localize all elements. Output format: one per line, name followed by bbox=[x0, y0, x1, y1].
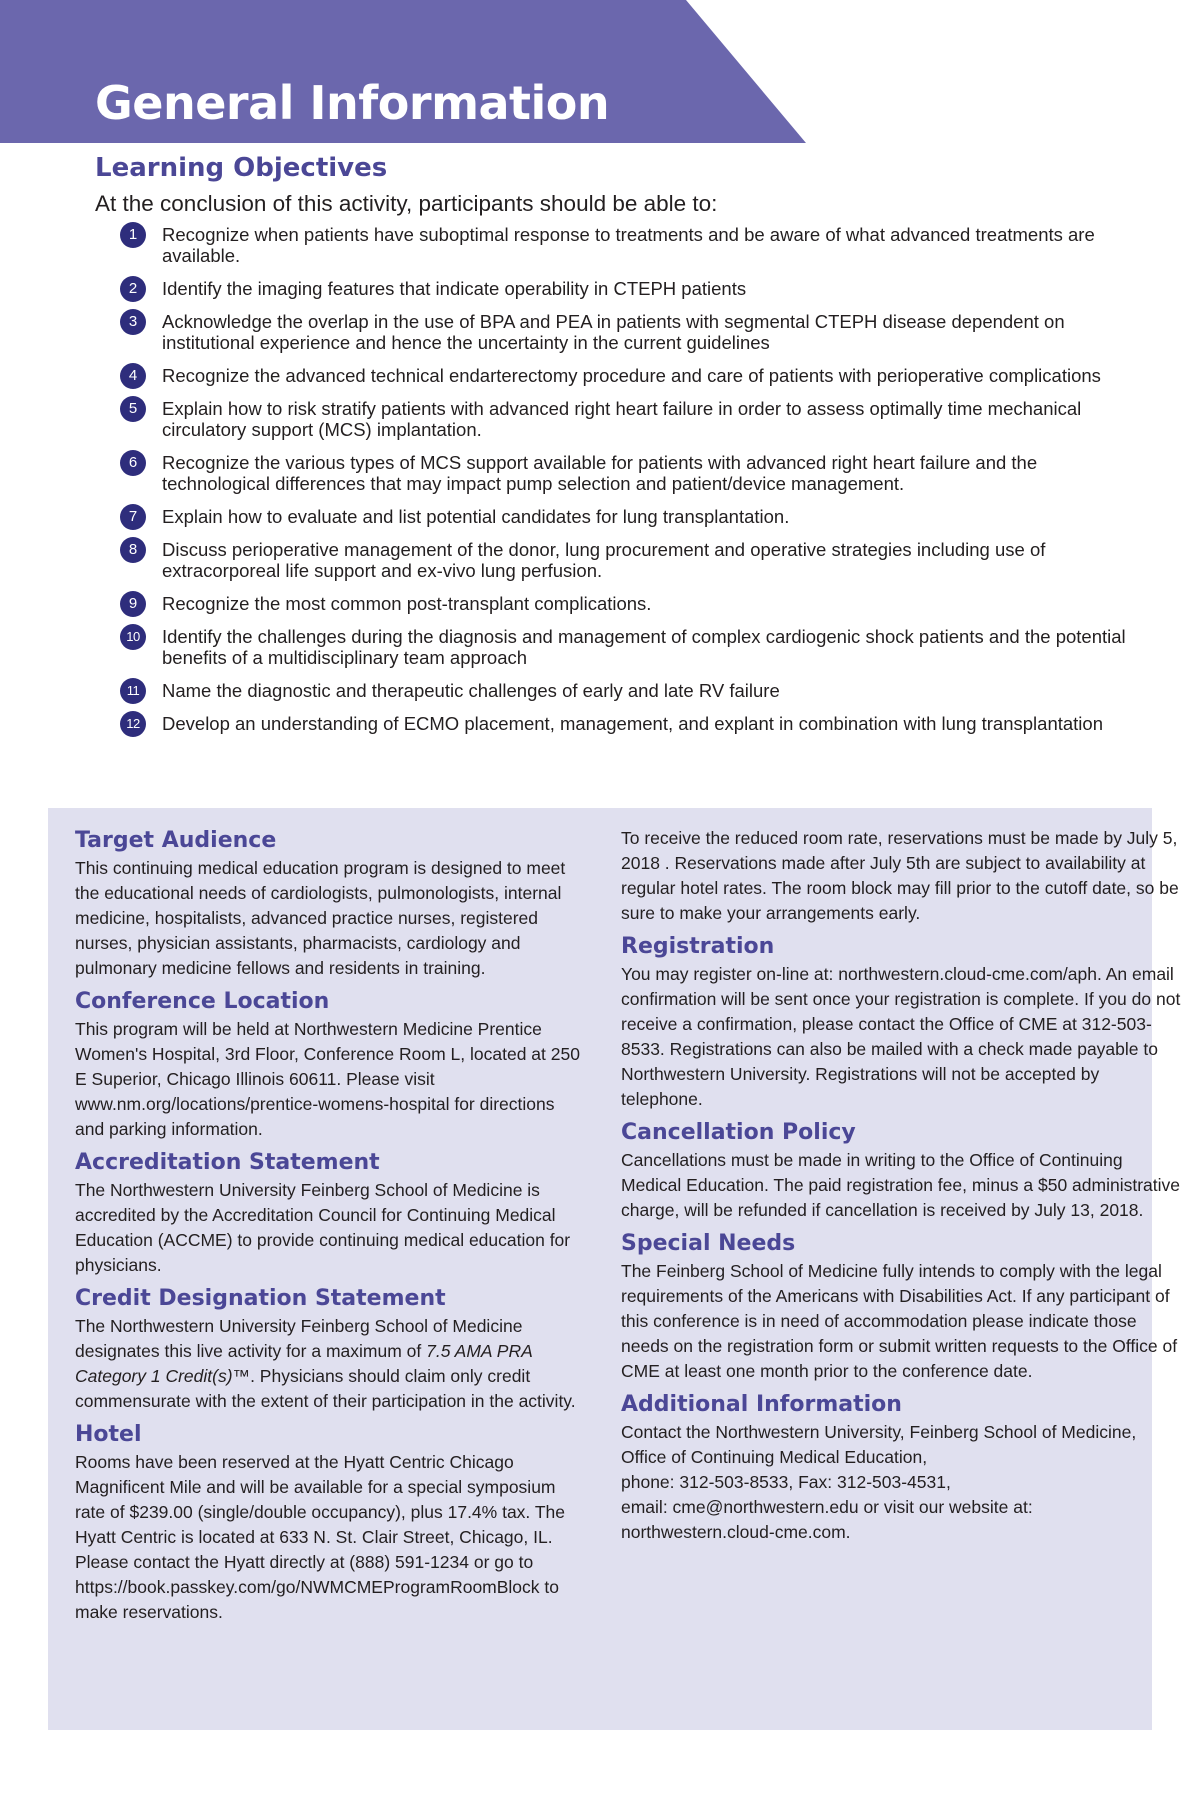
objective-item bbox=[120, 626, 1140, 668]
objective-number-badge: 8 bbox=[120, 537, 146, 563]
objective-item bbox=[120, 506, 1140, 527]
objective-text: Explain how to risk stratify patients with advanced right heart failure in order to assess optimally time mechanical circulatory support (MCS) implantation. bbox=[162, 398, 1082, 440]
credit-text-start: The Northwestern University Feinberg School of Medicine designates this live activity for a maximum of bbox=[75, 1316, 523, 1361]
special-needs-heading: Special Needs bbox=[621, 1231, 796, 1256]
objective-item bbox=[120, 539, 1140, 581]
objective-number-badge: 4 bbox=[120, 363, 146, 389]
objective-text: Name the diagnostic and therapeutic challenges of early and late RV failure bbox=[162, 680, 780, 701]
special-needs-text: The Feinberg School of Medicine fully intends to comply with the legal requirements of the Americans with Disabilities Act. If any participant of this conference is in need of accommodation please indicate those needs on the registration form or submit written requests to the Office of CME at least one month prior to the conference date. bbox=[621, 1261, 1178, 1381]
objectives-list bbox=[120, 224, 1140, 746]
hotel-heading: Hotel bbox=[75, 1422, 142, 1447]
objective-number-badge: 12 bbox=[120, 711, 146, 737]
objective-number-badge: 7 bbox=[120, 504, 146, 530]
objective-number-badge: 2 bbox=[120, 276, 146, 302]
contact-email-line: email: cme@northwestern.edu or visit our website at: bbox=[621, 1497, 1033, 1517]
conference-location-heading: Conference Location bbox=[75, 989, 330, 1014]
registration-text: You may register on-line at: northwestern.cloud-cme.com/aph. An email confirmation will be sent once your registration is complete. If you do not receive a confirmation, please contact the Office of CME at 312-503-8533. Registrations can also be mailed with a check made payable to Northwestern University. Registrations will not be accepted by telephone. bbox=[621, 964, 1181, 1109]
objective-item bbox=[120, 452, 1140, 494]
objective-item bbox=[120, 311, 1140, 353]
page-title: General Information bbox=[95, 76, 610, 130]
cancellation-text: Cancellations must be made in writing to the Office of Continuing Medical Education. The paid registration fee, minus a $50 administrative charge, will be refunded if cancellation is received by July 13, 2018. bbox=[621, 1150, 1181, 1220]
hotel-text: Rooms have been reserved at the Hyatt Centric Chicago Magnificent Mile and will be available for a special symposium rate of $239.00 (single/double occupancy), plus 17.4% tax. The Hyatt Centric is located at 633 N. St. Clair Street, Chicago, IL. Please contact the Hyatt directly at (888) 591-1234 or go to https://book.passkey.com/go/NWMCMEProgramRoomBlock to make reservations. bbox=[75, 1452, 565, 1622]
credit-text-end: . Physicians should claim only credit commensurate with the extent of their participation in the activity. bbox=[75, 1366, 576, 1411]
objective-item bbox=[120, 713, 1140, 734]
accreditation-text: The Northwestern University Feinberg School of Medicine is accredited by the Accreditation Council for Continuing Medical Education (ACCME) to provide continuing medical education for physicians. bbox=[75, 1180, 571, 1275]
conference-location-text: This program will be held at Northwestern Medicine Prentice Women's Hospital, 3rd Floor, Conference Room L, located at 250 E Superior, Chicago Illinois 60611. Please visit www.nm.org/locations/prentice-womens-hospital for directions and parking information. bbox=[75, 1019, 580, 1139]
objective-text: Acknowledge the overlap in the use of BPA and PEA in patients with segmental CTEPH disease dependent on institutional experience and hence the uncertainty in the current guidelines bbox=[162, 311, 1065, 353]
objective-text: Identify the imaging features that indicate operability in CTEPH patients bbox=[162, 278, 747, 299]
objective-number-badge: 11 bbox=[120, 678, 146, 704]
info-left-column bbox=[75, 826, 585, 1631]
objective-item bbox=[120, 680, 1140, 701]
website-link: northwestern.cloud-cme.com. bbox=[621, 1522, 851, 1542]
accreditation-heading: Accreditation Statement bbox=[75, 1150, 380, 1175]
learning-objectives-intro: At the conclusion of this activity, participants should be able to: bbox=[95, 191, 718, 216]
objective-item bbox=[120, 398, 1140, 440]
objective-item bbox=[120, 278, 1140, 299]
credit-designation-text bbox=[75, 1314, 585, 1414]
cancellation-heading: Cancellation Policy bbox=[621, 1120, 856, 1145]
contact-phone-fax: phone: 312-503-8533, Fax: 312-503-4531, bbox=[621, 1472, 951, 1492]
objective-text: Identify the challenges during the diagnosis and management of complex cardiogenic shock patients and the potential benefits of a multidisciplinary team approach bbox=[162, 626, 1126, 668]
hotel-text-continued: To receive the reduced room rate, reservations must be made by July 5, 2018 . Reservations made after July 5th are subject to availability at regular hotel rates. The room block may fill prior to the cutoff date, so be sure to make your arrangements early. bbox=[621, 828, 1179, 923]
objective-text: Recognize when patients have suboptimal response to treatments and be aware of what advanced treatments are available. bbox=[162, 224, 1095, 266]
objective-item bbox=[120, 593, 1140, 614]
learning-objectives-heading: Learning Objectives bbox=[95, 153, 388, 183]
target-audience-heading: Target Audience bbox=[75, 828, 277, 853]
objective-item bbox=[120, 365, 1140, 386]
objective-item bbox=[120, 224, 1140, 266]
additional-info-heading: Additional Information bbox=[621, 1392, 902, 1417]
objective-number-badge: 9 bbox=[120, 591, 146, 617]
credit-designation-heading: Credit Designation Statement bbox=[75, 1286, 446, 1311]
objective-text: Recognize the advanced technical endarterectomy procedure and care of patients with perioperative complications bbox=[162, 365, 1101, 386]
objective-number-badge: 6 bbox=[120, 450, 146, 476]
objective-text: Explain how to evaluate and list potential candidates for lung transplantation. bbox=[162, 506, 790, 527]
registration-heading: Registration bbox=[621, 934, 775, 959]
info-right-column bbox=[621, 826, 1181, 1551]
target-audience-text: This continuing medical education program is designed to meet the educational needs of cardiologists, pulmonologists, internal medicine, hospitalists, advanced practice nurses, registered nurses, physician assistants, pharmacists, cardiology and pulmonary medicine fellows and residents in training. bbox=[75, 858, 566, 978]
info-panel bbox=[48, 808, 1181, 1730]
additional-info-line: Contact the Northwestern University, Feinberg School of Medicine, Office of Continuing Medical Education, bbox=[621, 1422, 1137, 1467]
objective-text: Recognize the various types of MCS support available for patients with advanced right heart failure and the technological differences that may impact pump selection and patient/device management. bbox=[162, 452, 1038, 494]
credit-amount: 7.5 AMA PRA Category 1 Credit(s)™ bbox=[75, 1341, 533, 1386]
objective-number-badge: 3 bbox=[120, 309, 146, 335]
objective-number-badge: 5 bbox=[120, 396, 146, 422]
objective-text: Recognize the most common post-transplant complications. bbox=[162, 593, 652, 614]
objective-number-badge: 10 bbox=[120, 624, 146, 650]
objective-text: Develop an understanding of ECMO placement, management, and explant in combination with lung transplantation bbox=[162, 713, 1103, 734]
objective-text: Discuss perioperative management of the donor, lung procurement and operative strategies including use of extracorporeal life support and ex-vivo lung perfusion. bbox=[162, 539, 1046, 581]
additional-info-text bbox=[621, 1420, 1181, 1545]
objective-number-badge: 1 bbox=[120, 222, 146, 248]
